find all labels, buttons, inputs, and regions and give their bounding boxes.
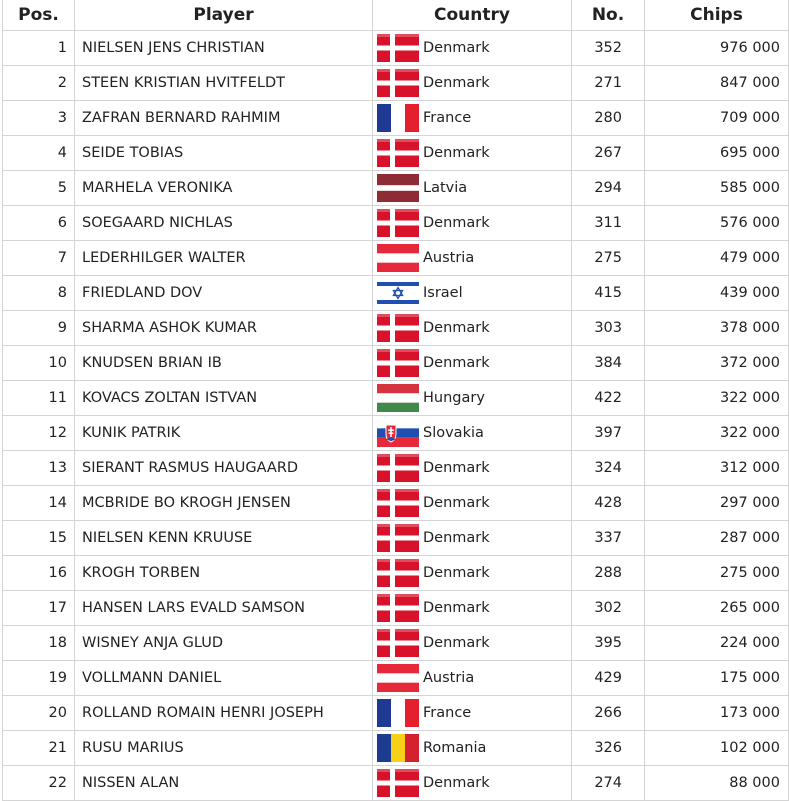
chips-cell: 709 000 (645, 101, 789, 136)
table-row (3, 591, 789, 626)
chips-cell: 175 000 (645, 661, 789, 696)
country-cell (373, 206, 572, 241)
denmark-flag-icon (377, 524, 419, 552)
chips-cell: 275 000 (645, 556, 789, 591)
austria-flag-icon (377, 244, 419, 272)
country-cell (373, 276, 572, 311)
player-name-cell[interactable]: KROGH TORBEN (75, 556, 373, 591)
header-player[interactable]: Player (75, 0, 373, 31)
country-name: Latvia (423, 180, 468, 196)
player-number-cell: 303 (572, 311, 645, 346)
chips-cell: 378 000 (645, 311, 789, 346)
table-row (3, 171, 789, 206)
country-cell (373, 66, 572, 101)
country-cell (373, 661, 572, 696)
chips-cell: 439 000 (645, 276, 789, 311)
player-name-cell[interactable]: WISNEY ANJA GLUD (75, 626, 373, 661)
player-name-cell[interactable]: KOVACS ZOLTAN ISTVAN (75, 381, 373, 416)
player-number-cell: 415 (572, 276, 645, 311)
country-cell (373, 416, 572, 451)
country-name: France (423, 110, 472, 126)
player-number-cell: 352 (572, 31, 645, 66)
header-row (3, 0, 789, 31)
position-cell: 1 (3, 31, 75, 66)
player-number-cell: 266 (572, 696, 645, 731)
country-cell (373, 591, 572, 626)
table-row (3, 626, 789, 661)
table-row (3, 346, 789, 381)
chips-cell: 576 000 (645, 206, 789, 241)
table-row (3, 556, 789, 591)
player-name-cell[interactable]: SEIDE TOBIAS (75, 136, 373, 171)
player-number-cell: 429 (572, 661, 645, 696)
chips-cell: 312 000 (645, 451, 789, 486)
country-cell (373, 241, 572, 276)
denmark-flag-icon (377, 209, 419, 237)
player-name-cell[interactable]: NIELSEN JENS CHRISTIAN (75, 31, 373, 66)
country-name: Denmark (423, 460, 490, 476)
player-name-cell[interactable]: MCBRIDE BO KROGH JENSEN (75, 486, 373, 521)
chips-cell: 322 000 (645, 381, 789, 416)
chips-cell: 976 000 (645, 31, 789, 66)
country-cell (373, 696, 572, 731)
player-number-cell: 397 (572, 416, 645, 451)
table-row (3, 311, 789, 346)
header-country[interactable]: Country (373, 0, 572, 31)
player-number-cell: 337 (572, 521, 645, 556)
country-name: Slovakia (423, 425, 484, 441)
denmark-flag-icon (377, 349, 419, 377)
position-cell: 16 (3, 556, 75, 591)
player-name-cell[interactable]: ROLLAND ROMAIN HENRI JOSEPH (75, 696, 373, 731)
position-cell: 8 (3, 276, 75, 311)
france-flag-icon (377, 699, 419, 727)
country-name: Israel (423, 285, 463, 301)
player-name-cell[interactable]: KNUDSEN BRIAN IB (75, 346, 373, 381)
table-row (3, 206, 789, 241)
denmark-flag-icon (377, 769, 419, 797)
player-number-cell: 324 (572, 451, 645, 486)
country-name: France (423, 705, 472, 721)
table-row (3, 241, 789, 276)
country-name: Hungary (423, 390, 485, 406)
table-row (3, 731, 789, 766)
country-name: Denmark (423, 145, 490, 161)
table-row (3, 136, 789, 171)
country-cell (373, 101, 572, 136)
country-name: Austria (423, 670, 475, 686)
header-pos[interactable]: Pos. (3, 0, 75, 31)
country-name: Denmark (423, 600, 490, 616)
player-number-cell: 275 (572, 241, 645, 276)
table-row (3, 451, 789, 486)
player-number-cell: 428 (572, 486, 645, 521)
position-cell: 10 (3, 346, 75, 381)
player-name-cell[interactable]: NIELSEN KENN KRUUSE (75, 521, 373, 556)
player-name-cell[interactable]: SOEGAARD NICHLAS (75, 206, 373, 241)
denmark-flag-icon (377, 629, 419, 657)
denmark-flag-icon (377, 454, 419, 482)
player-name-cell[interactable]: HANSEN LARS EVALD SAMSON (75, 591, 373, 626)
romania-flag-icon (377, 734, 419, 762)
country-cell (373, 311, 572, 346)
latvia-flag-icon (377, 174, 419, 202)
chips-cell: 297 000 (645, 486, 789, 521)
chips-cell: 479 000 (645, 241, 789, 276)
slovakia-flag-icon (377, 419, 419, 447)
country-name: Denmark (423, 495, 490, 511)
france-flag-icon (377, 104, 419, 132)
country-cell (373, 766, 572, 801)
player-name-cell[interactable]: RUSU MARIUS (75, 731, 373, 766)
country-cell (373, 31, 572, 66)
country-name: Denmark (423, 40, 490, 56)
position-cell: 4 (3, 136, 75, 171)
player-name-cell[interactable]: STEEN KRISTIAN HVITFELDT (75, 66, 373, 101)
table-row (3, 766, 789, 801)
country-name: Denmark (423, 635, 490, 651)
table-row (3, 276, 789, 311)
chips-cell: 102 000 (645, 731, 789, 766)
denmark-flag-icon (377, 34, 419, 62)
country-name: Denmark (423, 355, 490, 371)
player-number-cell: 384 (572, 346, 645, 381)
position-cell: 21 (3, 731, 75, 766)
position-cell: 7 (3, 241, 75, 276)
player-name-cell[interactable]: NISSEN ALAN (75, 766, 373, 801)
player-name-cell[interactable]: LEDERHILGER WALTER (75, 241, 373, 276)
denmark-flag-icon (377, 139, 419, 167)
austria-flag-icon (377, 664, 419, 692)
player-name-cell[interactable]: VOLLMANN DANIEL (75, 661, 373, 696)
denmark-flag-icon (377, 559, 419, 587)
country-cell (373, 451, 572, 486)
player-number-cell: 271 (572, 66, 645, 101)
position-cell: 12 (3, 416, 75, 451)
chips-cell: 287 000 (645, 521, 789, 556)
table-row (3, 381, 789, 416)
header-no[interactable]: No. (572, 0, 645, 31)
chip-count-table (2, 0, 789, 801)
country-cell (373, 346, 572, 381)
country-name: Denmark (423, 775, 490, 791)
position-cell: 6 (3, 206, 75, 241)
table-row (3, 696, 789, 731)
player-name-cell[interactable]: FRIEDLAND DOV (75, 276, 373, 311)
chips-cell: 88 000 (645, 766, 789, 801)
chips-cell: 173 000 (645, 696, 789, 731)
country-cell (373, 136, 572, 171)
player-number-cell: 267 (572, 136, 645, 171)
player-number-cell: 326 (572, 731, 645, 766)
position-cell: 2 (3, 66, 75, 101)
chips-cell: 322 000 (645, 416, 789, 451)
position-cell: 19 (3, 661, 75, 696)
player-number-cell: 422 (572, 381, 645, 416)
israel-flag-icon (377, 279, 419, 307)
position-cell: 5 (3, 171, 75, 206)
position-cell: 18 (3, 626, 75, 661)
table-row (3, 486, 789, 521)
player-number-cell: 302 (572, 591, 645, 626)
country-name: Denmark (423, 320, 490, 336)
country-cell (373, 556, 572, 591)
table-row (3, 661, 789, 696)
country-cell (373, 381, 572, 416)
table-row (3, 416, 789, 451)
chips-cell: 847 000 (645, 66, 789, 101)
position-cell: 11 (3, 381, 75, 416)
player-name-cell[interactable]: SHARMA ASHOK KUMAR (75, 311, 373, 346)
position-cell: 17 (3, 591, 75, 626)
chips-cell: 265 000 (645, 591, 789, 626)
country-cell (373, 626, 572, 661)
country-name: Denmark (423, 75, 490, 91)
country-cell (373, 521, 572, 556)
position-cell: 3 (3, 101, 75, 136)
denmark-flag-icon (377, 69, 419, 97)
player-number-cell: 280 (572, 101, 645, 136)
chips-cell: 585 000 (645, 171, 789, 206)
hungary-flag-icon (377, 384, 419, 412)
player-number-cell: 294 (572, 171, 645, 206)
country-cell (373, 171, 572, 206)
table-row (3, 66, 789, 101)
denmark-flag-icon (377, 594, 419, 622)
country-name: Romania (423, 740, 487, 756)
header-chips[interactable]: Chips (645, 0, 789, 31)
denmark-flag-icon (377, 314, 419, 342)
country-name: Austria (423, 250, 475, 266)
position-cell: 9 (3, 311, 75, 346)
country-name: Denmark (423, 565, 490, 581)
player-name-cell[interactable]: KUNIK PATRIK (75, 416, 373, 451)
position-cell: 13 (3, 451, 75, 486)
player-number-cell: 395 (572, 626, 645, 661)
country-name: Denmark (423, 530, 490, 546)
player-name-cell[interactable]: ZAFRAN BERNARD RAHMIM (75, 101, 373, 136)
player-number-cell: 311 (572, 206, 645, 241)
table-row (3, 31, 789, 66)
country-cell (373, 486, 572, 521)
denmark-flag-icon (377, 489, 419, 517)
player-number-cell: 274 (572, 766, 645, 801)
position-cell: 22 (3, 766, 75, 801)
position-cell: 14 (3, 486, 75, 521)
chips-cell: 372 000 (645, 346, 789, 381)
country-name: Denmark (423, 215, 490, 231)
player-number-cell: 288 (572, 556, 645, 591)
table-row (3, 101, 789, 136)
player-name-cell[interactable]: SIERANT RASMUS HAUGAARD (75, 451, 373, 486)
chips-cell: 224 000 (645, 626, 789, 661)
player-name-cell[interactable]: MARHELA VERONIKA (75, 171, 373, 206)
table-row (3, 521, 789, 556)
country-cell (373, 731, 572, 766)
chips-cell: 695 000 (645, 136, 789, 171)
position-cell: 20 (3, 696, 75, 731)
position-cell: 15 (3, 521, 75, 556)
